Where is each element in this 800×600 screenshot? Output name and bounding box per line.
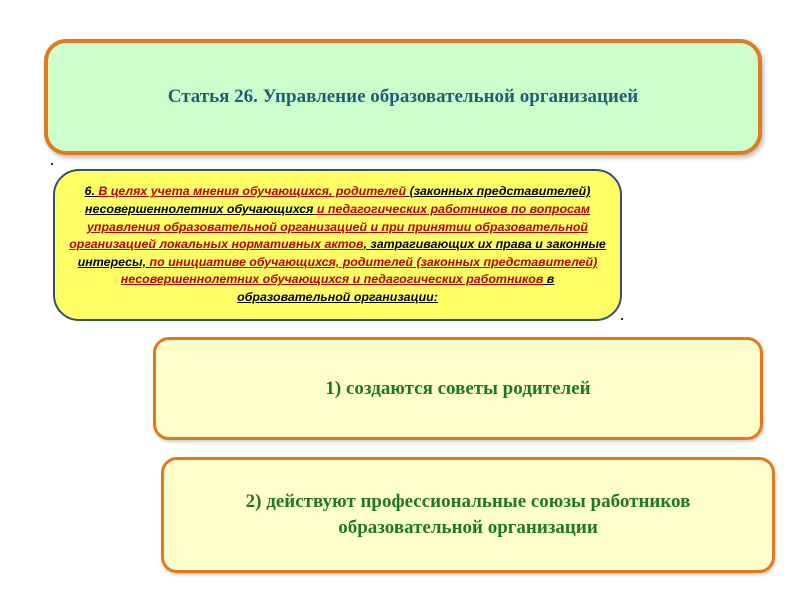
item-box-trade-unions (161, 457, 775, 573)
decorative-dot (621, 318, 623, 320)
law-quote-box (53, 169, 622, 321)
quote-segment: В целях учета мнения обучающихся, родителей (98, 184, 407, 199)
article-title-box (44, 39, 762, 155)
quote-segment: по инициативе обучающихся, родителей (законных представителей) несовершеннолетних обучающихся и педагогических работников (120, 254, 598, 287)
law-quote-text (69, 183, 606, 306)
quote-segment: 6. (84, 184, 99, 199)
decorative-dot (51, 163, 53, 165)
quote-segment: и педагогических работников по вопросам управления образовательной организацией и при принятии образовательной организацией локальных нормативных актов (69, 202, 591, 252)
item-box-parent-councils (153, 337, 763, 440)
item-label: 1) создаются советы родителей (325, 377, 591, 399)
quote-segment: , затрагивающих их права и законные интересы, (77, 237, 606, 269)
quote-segment: в образовательной организации: (237, 272, 555, 304)
article-title: Статья 26. Управление образовательной организацией (167, 86, 639, 107)
quote-segment: (законных представителей) несовершеннолетних обучающихся (84, 184, 591, 217)
item-label: 2) действуют профессиональные союзы работников образовательной организации (245, 491, 691, 538)
